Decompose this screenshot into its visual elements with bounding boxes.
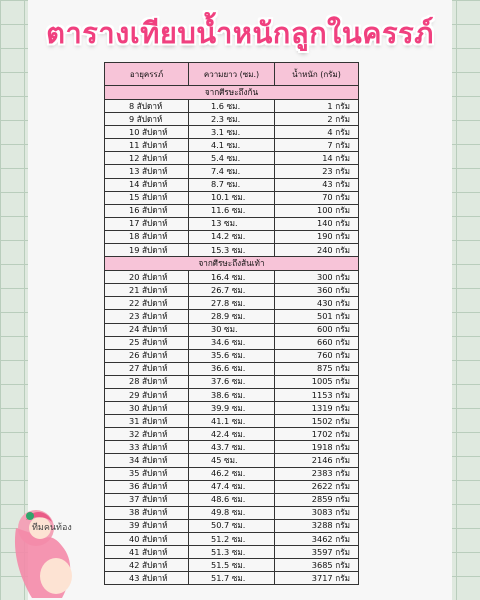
cell-length: 10.1 ซม. [189, 191, 275, 204]
cell-weight: 1319 กรัม [275, 402, 359, 415]
cell-weight: 2859 กรัม [275, 493, 359, 506]
table-row [105, 100, 359, 113]
table-row [105, 113, 359, 126]
cell-weight: 4 กรัม [275, 126, 359, 139]
table-row [105, 572, 359, 585]
table-row [105, 533, 359, 546]
cell-age: 19 สัปดาห์ [105, 244, 189, 257]
table-row [105, 271, 359, 284]
cell-weight: 100 กรัม [275, 204, 359, 217]
cell-length: 38.6 ซม. [189, 388, 275, 401]
cell-age: 31 สัปดาห์ [105, 415, 189, 428]
cell-weight: 1918 กรัม [275, 441, 359, 454]
cell-age: 33 สัปดาห์ [105, 441, 189, 454]
cell-length: 48.6 ซม. [189, 493, 275, 506]
table-row [105, 191, 359, 204]
cell-weight: 190 กรัม [275, 230, 359, 243]
table-row [105, 152, 359, 165]
cell-length: 51.3 ซม. [189, 546, 275, 559]
table-row [105, 126, 359, 139]
cell-weight: 7 กรัม [275, 139, 359, 152]
cell-length: 8.7 ซม. [189, 178, 275, 191]
cell-age: 24 สัปดาห์ [105, 323, 189, 336]
header-weight: น้ำหนัก (กรัม) [275, 63, 359, 86]
cell-weight: 360 กรัม [275, 284, 359, 297]
cell-age: 10 สัปดาห์ [105, 126, 189, 139]
cell-length: 49.8 ซม. [189, 506, 275, 519]
table-row [105, 546, 359, 559]
cell-age: 15 สัปดาห์ [105, 191, 189, 204]
table-row [105, 454, 359, 467]
cell-length: 27.8 ซม. [189, 297, 275, 310]
cell-length: 14.2 ซม. [189, 230, 275, 243]
cell-weight: 43 กรัม [275, 178, 359, 191]
cell-weight: 1153 กรัม [275, 388, 359, 401]
table-row [105, 362, 359, 375]
cell-weight: 2 กรัม [275, 113, 359, 126]
cell-age: 18 สัปดาห์ [105, 230, 189, 243]
cell-age: 34 สัปดาห์ [105, 454, 189, 467]
cell-weight: 3462 กรัม [275, 533, 359, 546]
cell-length: 47.4 ซม. [189, 480, 275, 493]
cell-age: 29 สัปดาห์ [105, 388, 189, 401]
table-row [105, 415, 359, 428]
cell-weight: 300 กรัม [275, 271, 359, 284]
table-row [105, 217, 359, 230]
table-row [105, 467, 359, 480]
cell-length: 51.2 ซม. [189, 533, 275, 546]
section-row [105, 86, 359, 100]
table-row [105, 559, 359, 572]
cell-age: 22 สัปดาห์ [105, 297, 189, 310]
page-title: ตารางเทียบน้ำหนักลูกในครรภ์ [46, 16, 434, 50]
cell-length: 5.4 ซม. [189, 152, 275, 165]
cell-age: 21 สัปดาห์ [105, 284, 189, 297]
cell-age: 35 สัปดาห์ [105, 467, 189, 480]
table-row [105, 493, 359, 506]
cell-weight: 14 กรัม [275, 152, 359, 165]
cell-age: 27 สัปดาห์ [105, 362, 189, 375]
cell-weight: 3288 กรัม [275, 519, 359, 532]
cell-weight: 1702 กรัม [275, 428, 359, 441]
cell-length: 11.6 ซม. [189, 204, 275, 217]
cell-length: 36.6 ซม. [189, 362, 275, 375]
cell-weight: 3597 กรัม [275, 546, 359, 559]
cell-age: 23 สัปดาห์ [105, 310, 189, 323]
cell-weight: 2146 กรัม [275, 454, 359, 467]
header-length: ความยาว (ซม.) [189, 63, 275, 86]
table-row [105, 506, 359, 519]
table-row [105, 178, 359, 191]
cell-age: 25 สัปดาห์ [105, 336, 189, 349]
table-row [105, 297, 359, 310]
logo-text: ทีมคนท้อง [32, 523, 72, 533]
cell-weight: 2622 กรัม [275, 480, 359, 493]
cell-length: 26.7 ซม. [189, 284, 275, 297]
cell-length: 15.3 ซม. [189, 244, 275, 257]
cell-length: 45 ซม. [189, 454, 275, 467]
cell-length: 41.1 ซม. [189, 415, 275, 428]
cell-age: 17 สัปดาห์ [105, 217, 189, 230]
table-row [105, 441, 359, 454]
cell-age: 16 สัปดาห์ [105, 204, 189, 217]
section-row [105, 257, 359, 271]
cell-length: 4.1 ซม. [189, 139, 275, 152]
cell-length: 37.6 ซม. [189, 375, 275, 388]
cell-age: 38 สัปดาห์ [105, 506, 189, 519]
cell-length: 16.4 ซม. [189, 271, 275, 284]
table-row [105, 165, 359, 178]
cell-length: 42.4 ซม. [189, 428, 275, 441]
table-row [105, 204, 359, 217]
table-row [105, 139, 359, 152]
table-row [105, 480, 359, 493]
table-row [105, 230, 359, 243]
cell-age: 36 สัปดาห์ [105, 480, 189, 493]
cell-weight: 600 กรัม [275, 323, 359, 336]
table-row [105, 428, 359, 441]
cell-length: 39.9 ซม. [189, 402, 275, 415]
cell-weight: 1 กรัม [275, 100, 359, 113]
cell-length: 46.2 ซม. [189, 467, 275, 480]
table-row [105, 310, 359, 323]
cell-age: 14 สัปดาห์ [105, 178, 189, 191]
cell-age: 9 สัปดาห์ [105, 113, 189, 126]
table-row [105, 375, 359, 388]
cell-length: 50.7 ซม. [189, 519, 275, 532]
cell-weight: 2383 กรัม [275, 467, 359, 480]
table-header-row [105, 63, 359, 86]
table-row [105, 388, 359, 401]
table-row [105, 336, 359, 349]
cell-weight: 430 กรัม [275, 297, 359, 310]
table-row [105, 284, 359, 297]
table-row [105, 349, 359, 362]
cell-age: 30 สัปดาห์ [105, 402, 189, 415]
cell-age: 20 สัปดาห์ [105, 271, 189, 284]
cell-age: 37 สัปดาห์ [105, 493, 189, 506]
cell-length: 7.4 ซม. [189, 165, 275, 178]
table-row [105, 323, 359, 336]
table-row [105, 519, 359, 532]
cell-weight: 501 กรัม [275, 310, 359, 323]
fetal-weight-table [104, 62, 359, 585]
cell-age: 26 สัปดาห์ [105, 349, 189, 362]
cell-length: 51.5 ซม. [189, 559, 275, 572]
cell-age: 13 สัปดาห์ [105, 165, 189, 178]
cell-weight: 3685 กรัม [275, 559, 359, 572]
cell-weight: 70 กรัม [275, 191, 359, 204]
cell-weight: 3717 กรัม [275, 572, 359, 585]
table-row [105, 402, 359, 415]
table-row [105, 244, 359, 257]
cell-length: 51.7 ซม. [189, 572, 275, 585]
cell-length: 1.6 ซม. [189, 100, 275, 113]
section-label: จากศีรษะถึงส้นเท้า [105, 257, 359, 271]
cell-weight: 1502 กรัม [275, 415, 359, 428]
cell-length: 30 ซม. [189, 323, 275, 336]
cell-weight: 23 กรัม [275, 165, 359, 178]
cell-age: 28 สัปดาห์ [105, 375, 189, 388]
cell-length: 34.6 ซม. [189, 336, 275, 349]
cell-length: 3.1 ซม. [189, 126, 275, 139]
header-age: อายุครรภ์ [105, 63, 189, 86]
cell-age: 32 สัปดาห์ [105, 428, 189, 441]
table-body [105, 86, 359, 585]
cell-age: 39 สัปดาห์ [105, 519, 189, 532]
cell-age: 12 สัปดาห์ [105, 152, 189, 165]
cell-age: 42 สัปดาห์ [105, 559, 189, 572]
cell-length: 2.3 ซม. [189, 113, 275, 126]
cell-length: 35.6 ซม. [189, 349, 275, 362]
cell-weight: 875 กรัม [275, 362, 359, 375]
cell-length: 43.7 ซม. [189, 441, 275, 454]
cell-length: 13 ซม. [189, 217, 275, 230]
cell-length: 28.9 ซม. [189, 310, 275, 323]
cell-weight: 660 กรัม [275, 336, 359, 349]
cell-weight: 3083 กรัม [275, 506, 359, 519]
cell-age: 40 สัปดาห์ [105, 533, 189, 546]
cell-age: 11 สัปดาห์ [105, 139, 189, 152]
cell-weight: 240 กรัม [275, 244, 359, 257]
cell-weight: 1005 กรัม [275, 375, 359, 388]
cell-age: 43 สัปดาห์ [105, 572, 189, 585]
cell-weight: 760 กรัม [275, 349, 359, 362]
cell-weight: 140 กรัม [275, 217, 359, 230]
cell-age: 8 สัปดาห์ [105, 100, 189, 113]
section-label: จากศีรษะถึงก้น [105, 86, 359, 100]
pregnant-woman-icon [2, 498, 82, 600]
cell-age: 41 สัปดาห์ [105, 546, 189, 559]
